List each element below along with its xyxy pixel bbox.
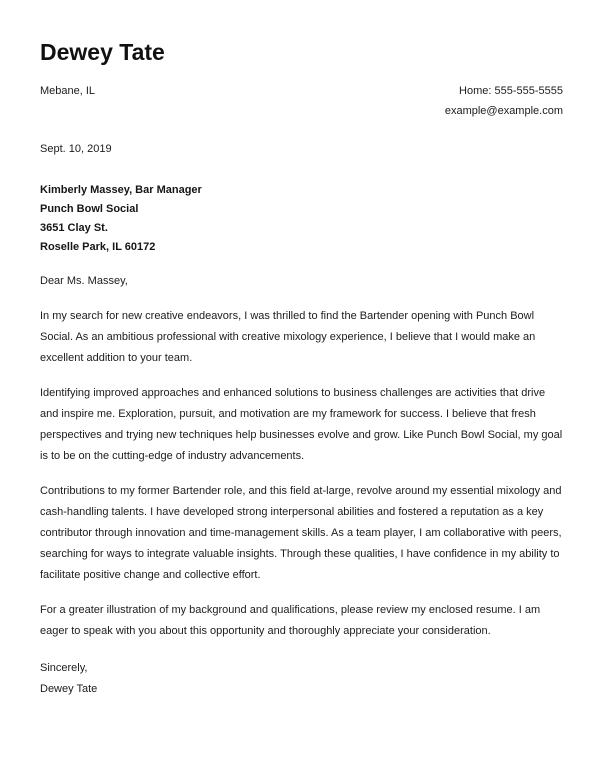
contact-info: [445, 81, 563, 121]
recipient-name-title: Kimberly Massey, Bar Manager: [40, 184, 202, 196]
recipient-block: [40, 181, 563, 257]
salutation: Dear Ms. Massey,: [40, 275, 128, 287]
applicant-name: Dewey Tate: [40, 39, 165, 65]
body-paragraph-motivation: Identifying improved approaches and enhanced solutions to business challenges are activities that drive and inspire me. Exploration, pursuit, and motivation are my framework for success. I believe that fresh perspectives and trying new techniques help businesses evolve and grow. Like Punch Bowl Social, my goal is to be on the cutting-edge of industry advancements.: [40, 387, 563, 462]
email-address: example@example.com: [444, 105, 563, 117]
applicant-location: Mebane, IL: [40, 85, 96, 97]
body-paragraph-call-to-action: For a greater illustration of my background and qualifications, please review my enclosed resume. I am eager to speak with you about this opportunity and thoroughly appreciate your consideration.: [40, 604, 541, 637]
letter-date: Sept. 10, 2019: [40, 143, 112, 155]
contact-row: [40, 81, 563, 121]
phone-number: Home: 555-555-5555: [459, 85, 563, 97]
signature-name: Dewey Tate: [40, 683, 98, 695]
recipient-company: Punch Bowl Social: [40, 203, 139, 215]
body-paragraph-experience: Contributions to my former Bartender role, and this field at-large, revolve around my essential mixology and cash-handling talents. I have developed strong interpersonal abilities and fostered a reputation as a key contributor through innovation and time-management skills. As a team player, I am collaborative with peers, searching for ways to integrate valuable insights. Through these qualities, I have confidence in my ability to facilitate positive change and collective effort.: [40, 485, 562, 581]
recipient-city-state-zip: Roselle Park, IL 60172: [40, 241, 156, 253]
closing-block: [40, 658, 563, 700]
body-paragraph-intro: In my search for new creative endeavors, I was thrilled to find the Bartender opening with Punch Bowl Social. As an ambitious professional with creative mixology experience, I believe that I would make an excellent addition to your team.: [40, 310, 536, 364]
closing-salutation: Sincerely,: [40, 662, 88, 674]
recipient-street: 3651 Clay St.: [40, 222, 108, 234]
